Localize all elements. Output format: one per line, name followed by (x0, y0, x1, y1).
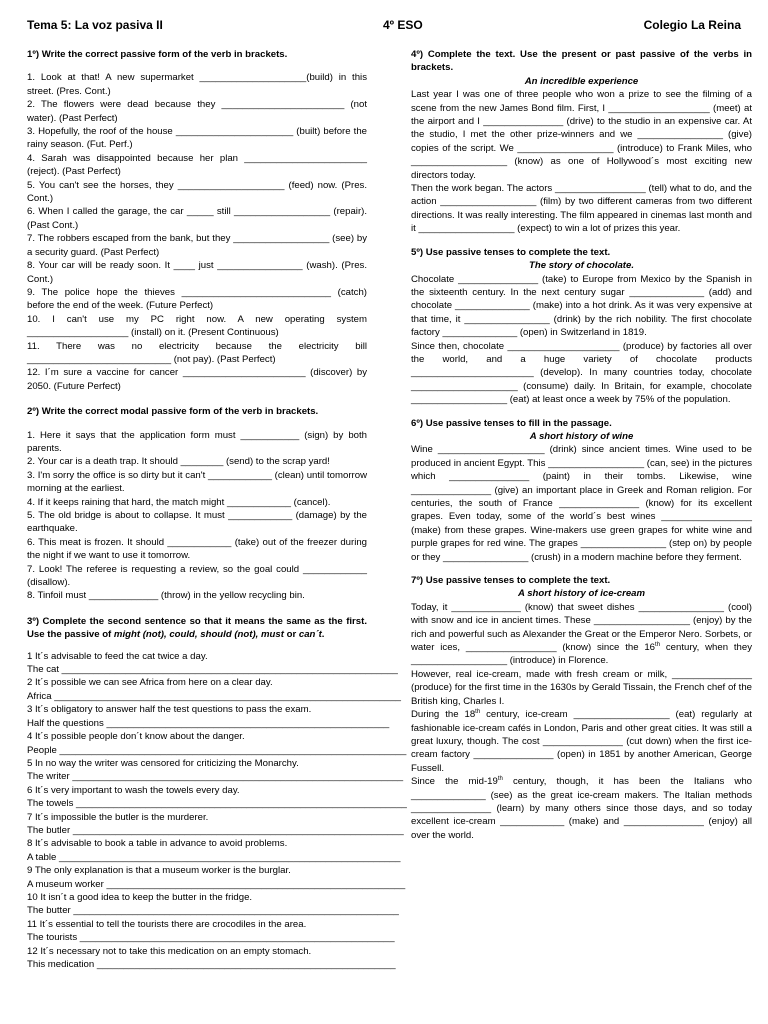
exercise-7-paragraph: Today, it _____________ (know) that sweet dishes ________________ (cool) with snow and ice in ancient times. These __________________ (enjoy) by the rich and powerful such as Alexander the Great or the Emperor Nero. Sorbets, or water ices, _________________ (know) since the 16th century, when they __________________ (introduce) in Florence. (411, 601, 752, 667)
exercise-1-item: 12. I´m sure a vaccine for cancer _______________________ (discover) by 2050. (Future Perfect) (27, 367, 367, 392)
exercise-1-list (27, 71, 367, 393)
exercise-7-paragraph: Since the mid-19th century, though, it has been the Italians who ______________ (see) as the great ice-cream makers. The Italian methods _______________ (learn) by many others since those days, and so today excellent ice-cream ____________ (make) and _______________ (enjoy) all over the world. (411, 775, 752, 841)
exercise-1-item: 4. Sarah was disappointed because her plan _______________________ (reject). (Past Perfect) (27, 152, 367, 178)
exercise-6-subtitle: A short history of wine (529, 430, 634, 442)
exercise-3-answer-line: A museum worker ________________________________________________________ (27, 878, 406, 890)
exercise-3-sentence: 9 The only explanation is that a museum worker is the burglar. (27, 865, 291, 877)
exercise-5-paragraph: Since then, chocolate _____________________ (produce) by factories all over the world, and a huge variety of chocolate products _______________________ (develop). In many countries today, chocolate ____________________ (consume) daily. In Britain, for example, chocolate __________________ (eat) at least once a week by 75% of the population. (411, 340, 752, 406)
exercise-4-subtitle: An incredible experience (524, 75, 639, 87)
exercise-3-answer-line: The cat _______________________________________________________________ (27, 664, 398, 676)
exercise-3-answer-line: A table ________________________________________________________________ (27, 851, 401, 863)
exercise-4-paragraph: Last year I was one of three people who won a prize to see the filming of a scene from the new James Bond film. First, I ___________________ (meet) at the airport and I _______________ (drive) to the studio in an expensive car. At the studio, I met the other prize-winners and we ________________ (give) copies of the script. We __________________ (introduce) to Frank Miles, who __________________ (know) as one of Hollywood´s most exciting new directors today. (411, 89, 752, 181)
exercise-1-item: 3. Hopefully, the roof of the house ______________________ (built) before the rainy season. (Fut. Perf.) (27, 126, 367, 151)
exercise-6-title: 6º) Use passive tenses to fill in the passage. (411, 417, 612, 429)
exercise-1-item: 10. I can't use my PC right now. A new operating system ___________________ (install) on it. (Present Continuous) (27, 313, 367, 339)
exercise-2-item: 4. If it keeps raining that hard, the match might ____________ (cancel). (27, 496, 331, 508)
exercise-1-item: 2. The flowers were dead because they _______________________ (not water). (Past Perfect) (27, 99, 367, 124)
exercise-4-title: 4º) Complete the text. Use the present or past passive of the verbs in brackets. (411, 49, 752, 74)
exercise-1-item: 5. You can't see the horses, they ____________________ (feed) now. (Pres. Cont.) (27, 179, 367, 205)
exercise-3-answer-line: The tourists ___________________________________________________________ (27, 932, 395, 944)
exercise-5-paragraph: Chocolate _______________ (take) to Europe from Mexico by the Spanish in the sixteenth century. In the next century sugar ______________ (add) and chocolate ______________ (make) into a hot drink. As it was very expensive at that time, it ________________ (drink) by the rich nobility. The first chocolate factory ______________ (open) in Switzerland in 1819. (411, 273, 752, 339)
left-column (27, 48, 407, 971)
exercise-1-item: 7. The robbers escaped from the bank, but they __________________ (see) by a security guard. (Past Perfect) (27, 233, 367, 258)
right-column (411, 48, 752, 842)
exercise-2-item: 6. This meat is frozen. It should ____________ (take) out of the freezer during the night if we want to use it tomorrow. (27, 536, 367, 562)
exercise-3-answer-line: This medication ________________________________________________________ (27, 959, 396, 970)
exercise-1-item: 9. The police hope the thieves ____________________________ (catch) before the end of the week. (Future Perfect) (27, 286, 367, 312)
exercise-2-list (27, 429, 367, 603)
exercise-2-item: 2. Your car is a death trap. It should ________ (send) to the scrap yard! (27, 456, 330, 468)
exercise-3-sentence: 12 It´s necessary not to take this medication on an empty stomach. (27, 945, 312, 957)
exercise-3-sentence: 7 It´s impossible the butler is the murderer. (27, 811, 209, 823)
exercise-1-item: 8. Your car will be ready soon. It ____ just ________________ (wash). (Pres. Cont.) (27, 260, 367, 285)
exercise-1-item: 6. When I called the garage, the car _____ still __________________ (repair). (Past Cont.) (27, 206, 367, 231)
exercise-3-answer-line: People _________________________________________________________________ (27, 744, 407, 756)
exercise-5-title: 5º) Use passive tenses to complete the text. (411, 246, 611, 258)
exercise-7-subtitle: A short history of ice-cream (517, 588, 646, 600)
exercise-3-sentence: 6 It´s very important to wash the towels every day. (27, 784, 240, 796)
exercise-3-sentence: 11 It´s essential to tell the tourists there are crocodiles in the area. (27, 918, 307, 930)
exercise-3-sentence: 8 It´s advisable to book a table in advance to avoid problems. (27, 838, 288, 850)
exercise-3-answer-line: The towels ______________________________________________________________ (27, 798, 407, 810)
exercise-3-list (27, 650, 407, 972)
exercise-2-item: 8. Tinfoil must _____________ (throw) in the yellow recycling bin. (27, 590, 305, 602)
exercise-3-sentence: 5 In no way the writer was censored for criticizing the Monarchy. (27, 757, 299, 769)
exercise-7-title: 7º) Use passive tenses to complete the text. (411, 575, 611, 587)
header-school: Colegio La Reina (643, 18, 741, 32)
exercise-6-paragraph: Wine ____________________ (drink) since ancient times. Wine used to be produced in ancient Egypt. This __________________ (can, see) in the pictures which _______________ (paint) in their tombs. Likewise, wine _______________ (give) an important place in Greek and Roman religion. For centuries, the south of France _______________ (know) for its excellent grapes. Even today, some of the world´s best wines _________________ (make) from these grapes. Wine-makers use green grapes for white wine and purple grapes for red wine. The grapes ________________ (step on) by people or they ________________ (crush) in a modern machine before they ferment. (411, 444, 752, 563)
exercise-5-subtitle: The story of chocolate. (528, 260, 635, 272)
exercise-3-title: 3º) Complete the second sentence so that it means the same as the first. Use the passive of might (not), could, should (not), must or can´t. (27, 615, 367, 641)
exercise-3-sentence: 10 It isn´t a good idea to keep the butter in the fridge. (27, 891, 253, 903)
exercise-3-sentence: 2 It´s possible we can see Africa from here on a clear day. (27, 677, 273, 689)
exercise-3-answer-line: Africa _________________________________________________________________ (27, 690, 402, 702)
exercise-3-answer-line: The butter _____________________________________________________________ (27, 905, 399, 917)
exercise-1-title: 1º) Write the correct passive form of the verb in brackets. (27, 49, 288, 60)
exercise-3-answer-line: Half the questions _____________________________________________________ (27, 717, 390, 729)
exercise-7-paragraph: However, real ice-cream, made with fresh cream or milk, _______________ (produce) for the first time in the 1630s by Gerald Tissain, the French chef of the British king, Charles I. (411, 668, 752, 707)
header-grade: 4º ESO (383, 18, 423, 32)
header-topic: Tema 5: La voz pasiva II (27, 18, 163, 32)
exercise-3-answer-line: The writer ______________________________________________________________ (27, 771, 404, 783)
exercise-2-item: 5. The old bridge is about to collapse. It must ____________ (damage) by the earthquake. (27, 510, 367, 535)
exercise-3-sentence: 1 It´s advisable to feed the cat twice a day. (27, 650, 208, 662)
exercise-3-sentence: 4 It´s possible people don´t know about the danger. (27, 731, 245, 743)
exercise-1-item: 11. There was no electricity because the electricity bill ___________________________ (not pay). (Past Perfect) (27, 340, 367, 365)
exercise-2-item: 3. I'm sorry the office is so dirty but it can't ____________ (clean) until tomorrow morning at the earliest. (27, 469, 367, 495)
exercise-1-item: 1. Look at that! A new supermarket ____________________(build) in this street. (Pres. Cont.) (27, 72, 367, 97)
exercise-3-answer-line: The butler ______________________________________________________________ (27, 824, 404, 836)
exercise-7-paragraph: During the 18th century, ice-cream __________________ (eat) regularly at fashionable ice-cream cafés in London, Paris and other great cities. It was still a great luxury, though. The cost _______________ (cut down) when the first ice-cream factory _______________ (open) in 1851 by another American, George Fussell. (411, 708, 752, 774)
exercise-4-paragraph: Then the work began. The actors _________________ (tell) what to do, and the action __________________ (film) by two different cameras from two different directions. It was really interesting. The film appeared in cinemas last month and it __________________ (expect) to win a lot of prizes this year. (411, 183, 752, 235)
exercise-3-sentence: 3 It´s obligatory to answer half the test questions to pass the exam. (27, 704, 312, 716)
exercise-2-item: 7. Look! The referee is requesting a review, so the goal could ____________ (disallow). (27, 563, 367, 589)
exercise-2-title: 2º) Write the correct modal passive form of the verb in brackets. (27, 406, 319, 418)
page-header (27, 18, 741, 36)
exercise-2-item: 1. Here it says that the application form must ___________ (sign) by both parents. (27, 429, 367, 454)
